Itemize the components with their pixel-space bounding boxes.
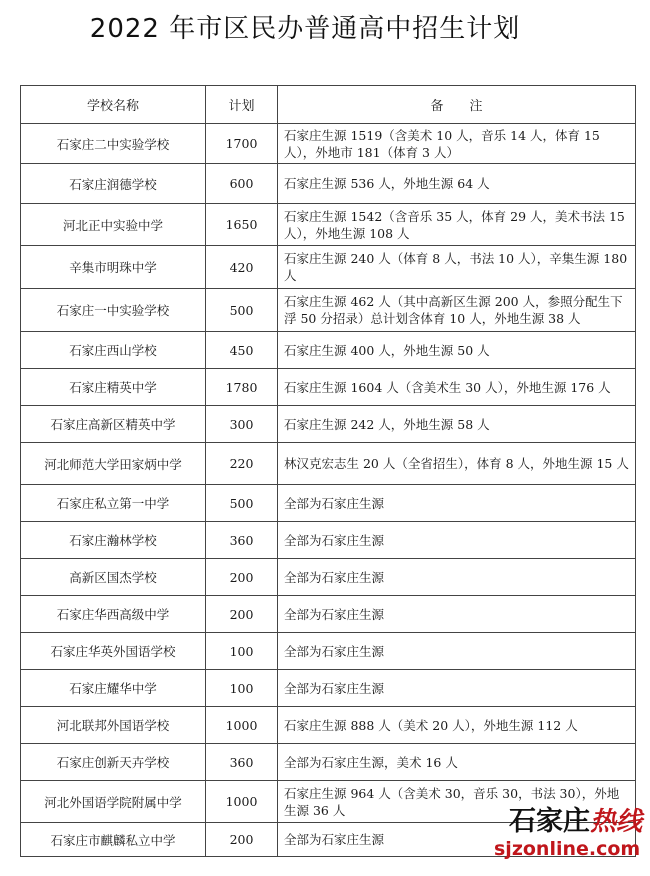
note-text: 林汉克宏志生 20 人（全省招生），体育 8 人，外地生源 15 人 xyxy=(278,443,636,485)
note-text: 石家庄生源 1604 人（含美术生 30 人），外地生源 176 人 xyxy=(278,369,636,406)
school-name: 石家庄耀华中学 xyxy=(21,670,206,707)
header-note: 备 注 xyxy=(278,86,636,124)
note-text: 石家庄生源 888 人（美术 20 人），外地生源 112 人 xyxy=(278,707,636,744)
table-row xyxy=(21,522,636,559)
plan-count: 1000 xyxy=(206,781,278,823)
plan-count: 1780 xyxy=(206,369,278,406)
school-name: 石家庄华西高级中学 xyxy=(21,596,206,633)
school-name: 石家庄二中实验学校 xyxy=(21,124,206,164)
plan-count: 100 xyxy=(206,670,278,707)
plan-count: 600 xyxy=(206,164,278,204)
table-row xyxy=(21,596,636,633)
table-row xyxy=(21,633,636,670)
school-name: 石家庄高新区精英中学 xyxy=(21,406,206,443)
note-text: 全部为石家庄生源 xyxy=(278,823,636,857)
plan-count: 500 xyxy=(206,289,278,332)
table-row xyxy=(21,332,636,369)
plan-count: 450 xyxy=(206,332,278,369)
school-name: 石家庄市麒麟私立中学 xyxy=(21,823,206,857)
note-text: 全部为石家庄生源 xyxy=(278,596,636,633)
site-watermark xyxy=(494,806,642,866)
note-text: 全部为石家庄生源 xyxy=(278,559,636,596)
school-name: 石家庄创新天卉学校 xyxy=(21,744,206,781)
table-row xyxy=(21,744,636,781)
table-row xyxy=(21,707,636,744)
watermark-brand-hot: 热线 xyxy=(589,807,642,837)
plan-count: 360 xyxy=(206,522,278,559)
table-row xyxy=(21,246,636,289)
table-row xyxy=(21,485,636,522)
school-name: 河北外国语学院附属中学 xyxy=(21,781,206,823)
note-text: 石家庄生源 964 人（含美术 30，音乐 30，书法 30），外地生源 36 人 xyxy=(278,781,636,823)
note-text: 石家庄生源 462 人（其中高新区生源 200 人，参照分配生下浮 50 分招录）总计划含体育 10 人，外地生源 38 人 xyxy=(278,289,636,332)
watermark-logo xyxy=(494,806,642,838)
plan-count: 300 xyxy=(206,406,278,443)
plan-count: 200 xyxy=(206,823,278,857)
school-name: 高新区国杰学校 xyxy=(21,559,206,596)
school-name: 辛集市明珠中学 xyxy=(21,246,206,289)
table-header-row xyxy=(21,86,636,124)
table-row xyxy=(21,559,636,596)
watermark-url: sjzonline.com xyxy=(494,838,641,860)
school-name: 河北正中实验中学 xyxy=(21,204,206,246)
plan-count: 100 xyxy=(206,633,278,670)
note-text: 全部为石家庄生源 xyxy=(278,670,636,707)
plan-count: 420 xyxy=(206,246,278,289)
note-text: 全部为石家庄生源，美术 16 人 xyxy=(278,744,636,781)
note-text: 石家庄生源 536 人，外地生源 64 人 xyxy=(278,164,636,204)
plan-count: 200 xyxy=(206,559,278,596)
school-name: 石家庄精英中学 xyxy=(21,369,206,406)
plan-count: 360 xyxy=(206,744,278,781)
header-school-name: 学校名称 xyxy=(21,86,206,124)
table-row xyxy=(21,443,636,485)
table-row xyxy=(21,204,636,246)
plan-count: 500 xyxy=(206,485,278,522)
table-row xyxy=(21,406,636,443)
note-text: 石家庄生源 400 人，外地生源 50 人 xyxy=(278,332,636,369)
table-row xyxy=(21,289,636,332)
enrollment-plan-table xyxy=(20,85,636,857)
page-title: 2022 年市区民办普通高中招生计划 xyxy=(89,14,521,44)
table-row xyxy=(21,369,636,406)
school-name: 石家庄瀚林学校 xyxy=(21,522,206,559)
table-row xyxy=(21,164,636,204)
plan-count: 200 xyxy=(206,596,278,633)
table-row xyxy=(21,670,636,707)
school-name: 石家庄私立第一中学 xyxy=(21,485,206,522)
school-name: 石家庄润德学校 xyxy=(21,164,206,204)
note-text: 石家庄生源 1519（含美术 10 人，音乐 14 人，体育 15 人），外地市 181（体育 3 人） xyxy=(278,124,636,164)
school-name: 石家庄一中实验学校 xyxy=(21,289,206,332)
note-text: 石家庄生源 242 人，外地生源 58 人 xyxy=(278,406,636,443)
note-text: 全部为石家庄生源 xyxy=(278,522,636,559)
note-text: 全部为石家庄生源 xyxy=(278,633,636,670)
school-name: 河北师范大学田家炳中学 xyxy=(21,443,206,485)
note-text: 全部为石家庄生源 xyxy=(278,485,636,522)
school-name: 河北联邦外国语学校 xyxy=(21,707,206,744)
plan-count: 220 xyxy=(206,443,278,485)
plan-count: 1000 xyxy=(206,707,278,744)
school-name: 石家庄华英外国语学校 xyxy=(21,633,206,670)
plan-count: 1700 xyxy=(206,124,278,164)
header-plan: 计划 xyxy=(206,86,278,124)
school-name: 石家庄西山学校 xyxy=(21,332,206,369)
note-text: 石家庄生源 1542（含音乐 35 人，体育 29 人，美术书法 15 人），外地生源 108 人 xyxy=(278,204,636,246)
table-row xyxy=(21,124,636,164)
watermark-brand: 石家庄 xyxy=(508,806,590,837)
note-text: 石家庄生源 240 人（体育 8 人，书法 10 人），辛集生源 180 人 xyxy=(278,246,636,289)
plan-count: 1650 xyxy=(206,204,278,246)
